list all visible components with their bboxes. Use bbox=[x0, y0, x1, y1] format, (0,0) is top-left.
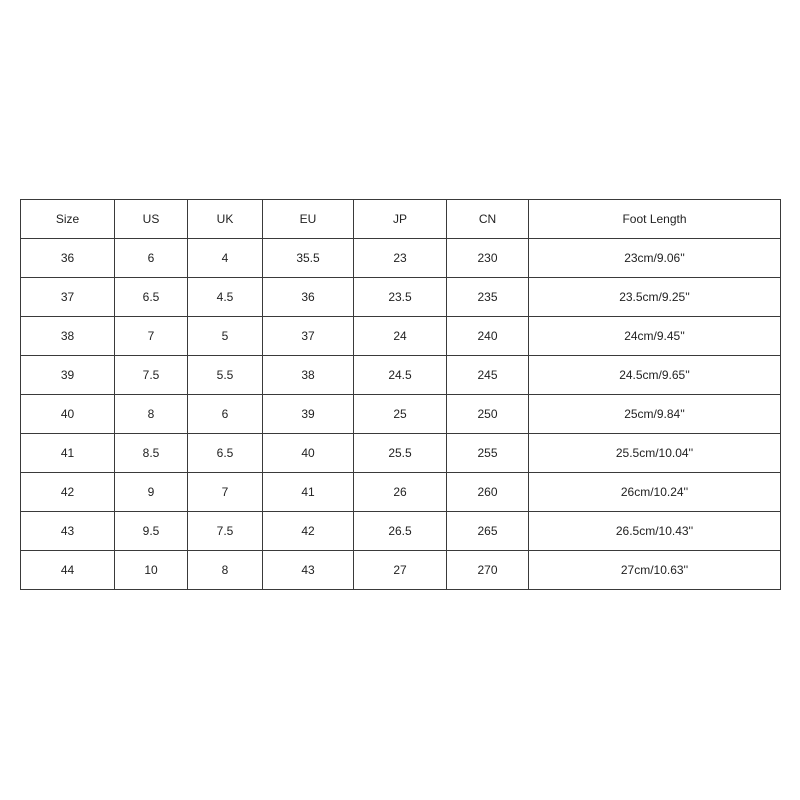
cell-eu: 42 bbox=[263, 512, 354, 551]
cell-uk: 7 bbox=[188, 473, 263, 512]
cell-us: 10 bbox=[115, 551, 188, 590]
header-cn: CN bbox=[447, 200, 529, 239]
cell-jp: 23.5 bbox=[354, 278, 447, 317]
cell-cn: 265 bbox=[447, 512, 529, 551]
cell-size: 44 bbox=[21, 551, 115, 590]
cell-foot-length: 26cm/10.24'' bbox=[529, 473, 781, 512]
header-foot-length: Foot Length bbox=[529, 200, 781, 239]
header-row bbox=[21, 200, 781, 239]
table-row bbox=[21, 434, 781, 473]
cell-us: 8 bbox=[115, 395, 188, 434]
cell-uk: 5.5 bbox=[188, 356, 263, 395]
cell-foot-length: 24cm/9.45'' bbox=[529, 317, 781, 356]
cell-us: 9.5 bbox=[115, 512, 188, 551]
cell-foot-length: 23cm/9.06'' bbox=[529, 239, 781, 278]
cell-jp: 24.5 bbox=[354, 356, 447, 395]
cell-uk: 4 bbox=[188, 239, 263, 278]
cell-jp: 25 bbox=[354, 395, 447, 434]
cell-size: 43 bbox=[21, 512, 115, 551]
table-row bbox=[21, 551, 781, 590]
cell-eu: 35.5 bbox=[263, 239, 354, 278]
cell-jp: 26.5 bbox=[354, 512, 447, 551]
cell-foot-length: 25cm/9.84'' bbox=[529, 395, 781, 434]
cell-cn: 255 bbox=[447, 434, 529, 473]
header-jp: JP bbox=[354, 200, 447, 239]
cell-uk: 6.5 bbox=[188, 434, 263, 473]
cell-size: 40 bbox=[21, 395, 115, 434]
cell-jp: 25.5 bbox=[354, 434, 447, 473]
cell-size: 36 bbox=[21, 239, 115, 278]
cell-cn: 240 bbox=[447, 317, 529, 356]
cell-size: 37 bbox=[21, 278, 115, 317]
header-eu: EU bbox=[263, 200, 354, 239]
cell-us: 6.5 bbox=[115, 278, 188, 317]
cell-foot-length: 24.5cm/9.65'' bbox=[529, 356, 781, 395]
cell-cn: 260 bbox=[447, 473, 529, 512]
cell-eu: 43 bbox=[263, 551, 354, 590]
cell-uk: 6 bbox=[188, 395, 263, 434]
cell-eu: 36 bbox=[263, 278, 354, 317]
table-row bbox=[21, 317, 781, 356]
cell-uk: 4.5 bbox=[188, 278, 263, 317]
cell-foot-length: 25.5cm/10.04'' bbox=[529, 434, 781, 473]
cell-cn: 230 bbox=[447, 239, 529, 278]
cell-jp: 24 bbox=[354, 317, 447, 356]
cell-cn: 245 bbox=[447, 356, 529, 395]
cell-jp: 26 bbox=[354, 473, 447, 512]
header-size: Size bbox=[21, 200, 115, 239]
cell-uk: 5 bbox=[188, 317, 263, 356]
cell-us: 6 bbox=[115, 239, 188, 278]
cell-us: 7.5 bbox=[115, 356, 188, 395]
cell-size: 39 bbox=[21, 356, 115, 395]
cell-uk: 8 bbox=[188, 551, 263, 590]
cell-us: 8.5 bbox=[115, 434, 188, 473]
cell-cn: 250 bbox=[447, 395, 529, 434]
cell-foot-length: 26.5cm/10.43'' bbox=[529, 512, 781, 551]
table-row bbox=[21, 395, 781, 434]
cell-eu: 39 bbox=[263, 395, 354, 434]
table-row bbox=[21, 512, 781, 551]
table-row bbox=[21, 278, 781, 317]
cell-size: 41 bbox=[21, 434, 115, 473]
cell-eu: 38 bbox=[263, 356, 354, 395]
cell-eu: 37 bbox=[263, 317, 354, 356]
cell-foot-length: 27cm/10.63'' bbox=[529, 551, 781, 590]
header-uk: UK bbox=[188, 200, 263, 239]
header-us: US bbox=[115, 200, 188, 239]
cell-jp: 23 bbox=[354, 239, 447, 278]
table-row bbox=[21, 473, 781, 512]
cell-foot-length: 23.5cm/9.25'' bbox=[529, 278, 781, 317]
size-chart-table bbox=[20, 199, 781, 590]
cell-cn: 235 bbox=[447, 278, 529, 317]
cell-size: 42 bbox=[21, 473, 115, 512]
cell-jp: 27 bbox=[354, 551, 447, 590]
cell-us: 9 bbox=[115, 473, 188, 512]
table-row bbox=[21, 356, 781, 395]
cell-uk: 7.5 bbox=[188, 512, 263, 551]
cell-eu: 40 bbox=[263, 434, 354, 473]
cell-size: 38 bbox=[21, 317, 115, 356]
cell-eu: 41 bbox=[263, 473, 354, 512]
cell-cn: 270 bbox=[447, 551, 529, 590]
cell-us: 7 bbox=[115, 317, 188, 356]
table-row bbox=[21, 239, 781, 278]
